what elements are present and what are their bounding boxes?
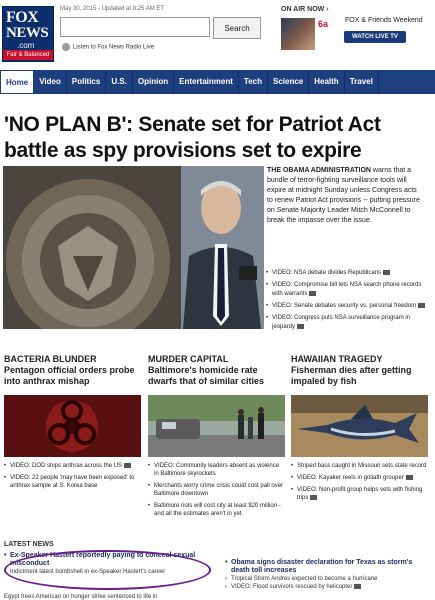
logo-tagline: Fair & Balanced <box>3 50 53 60</box>
radio-link[interactable] <box>62 43 154 51</box>
list-item[interactable] <box>266 281 426 299</box>
video-link-text: VIDEO: Compromise bill lets NSA search phone records with warrants <box>272 282 422 297</box>
video-icon <box>418 303 425 308</box>
on-air-label <box>281 6 329 13</box>
show-name[interactable]: FOX & Friends Weekend <box>345 17 423 24</box>
nav-tech[interactable]: Tech <box>239 70 268 94</box>
on-air-text: ON AIR NOW <box>281 6 325 13</box>
column-title[interactable]: Baltimore's homicide rate dwarfs that of similar cities <box>148 365 265 386</box>
list-item[interactable] <box>266 314 426 332</box>
story-column-3 <box>291 354 431 501</box>
logo-line-2: NEWS <box>6 25 49 41</box>
nav-video[interactable]: Video <box>34 70 67 94</box>
nav-science[interactable]: Science <box>268 70 309 94</box>
main-nav <box>0 70 435 94</box>
logo-line-3: .com <box>17 41 35 50</box>
nav-travel[interactable]: Travel <box>345 70 379 94</box>
column-kicker[interactable]: MURDER CAPITAL <box>148 354 229 364</box>
lede-video-list <box>266 269 426 335</box>
video-icon <box>383 270 390 275</box>
video-icon <box>310 495 317 500</box>
video-link-text: VIDEO: Congress puts NSA surveillance program in jeopardy <box>272 315 411 330</box>
latest-headline[interactable]: • Ex-Speaker Hastert reportedly paying to conceal sexual misconduct <box>4 552 199 568</box>
fish-image <box>291 395 428 457</box>
column-link-list <box>148 462 284 522</box>
latest-subhead[interactable]: › Tropical Storm Andres expected to become a hurricane <box>225 575 430 583</box>
list-item[interactable] <box>266 302 426 311</box>
list-item[interactable] <box>148 482 284 498</box>
link-text: VIDEO: Community leaders absent as violence in Baltimore skyrockets <box>154 463 280 477</box>
video-icon <box>354 584 361 589</box>
site-header <box>0 0 435 64</box>
lede-bold: THE OBAMA ADMINISTRATION <box>267 167 371 174</box>
radio-icon <box>62 43 70 51</box>
video-icon <box>309 291 316 296</box>
list-item[interactable] <box>4 474 140 490</box>
lede-text: warns that a bundle of terror-fighting surveillance tools will expire at midnight Sunday unless Congress acts to renew Patriot Act provisions -- putting pressure on Senate Majority Leader Mitch McConnell to break the impasse over the issue. <box>267 167 420 224</box>
link-text: VIDEO: Kayaker reels in goliath grouper <box>297 475 404 481</box>
video-icon <box>124 463 131 468</box>
column-link-list <box>4 462 140 494</box>
column-title[interactable]: Fisherman dies after getting impaled by fish <box>291 365 412 386</box>
watch-live-button[interactable]: WATCH LIVE TV <box>344 31 406 43</box>
story-column-2 <box>148 354 288 517</box>
lede-paragraph <box>267 166 422 226</box>
link-text: Merchants worry crime crisis could cost pall over Baltimore downtown <box>154 483 284 497</box>
column-title[interactable]: Pentagon official orders probe into anthrax mishap <box>4 365 135 386</box>
story-column-1 <box>4 354 144 489</box>
list-item[interactable] <box>148 502 284 518</box>
search-input[interactable] <box>60 17 210 37</box>
highlight-circle-annotation <box>4 550 211 590</box>
nav-opinion[interactable]: Opinion <box>133 70 174 94</box>
column-kicker[interactable]: BACTERIA BLUNDER <box>4 354 97 364</box>
chevron-right-icon: › <box>326 6 329 13</box>
video-icon <box>297 324 304 329</box>
biohazard-image[interactable] <box>4 395 141 457</box>
link-text: Striped bass caught in Missouri sets state record <box>297 463 427 469</box>
list-item[interactable] <box>4 462 140 470</box>
video-link-text: VIDEO: NSA debate divides Republicans <box>272 270 382 276</box>
latest-news-label: LATEST NEWS <box>4 541 54 548</box>
list-item[interactable] <box>291 462 427 470</box>
search-button[interactable]: Search <box>213 17 261 39</box>
link-text: VIDEO: DOD ships anthrax across the US <box>10 463 123 469</box>
list-item[interactable] <box>291 486 427 502</box>
marlin-image[interactable] <box>291 395 428 457</box>
list-item[interactable] <box>266 269 426 278</box>
column-link-list <box>291 462 427 506</box>
logo-line-1: FOX <box>6 9 39 26</box>
link-text: VIDEO: Non-profit group helps vets with fishing trips <box>297 487 423 501</box>
biohazard-icon <box>4 395 141 457</box>
baltimore-street-image[interactable] <box>148 395 285 457</box>
nsa-seal-and-senator-image <box>3 166 264 329</box>
link-text: VIDEO: 22 people 'may have been exposed' to anthrax sample at S. Korea base <box>10 475 135 489</box>
latest-subhead[interactable] <box>225 583 430 591</box>
latest-headline[interactable]: • Obama signs disaster declaration for Texas as storm's death toll increases <box>225 559 430 575</box>
latest-subhead-text: VIDEO: Flood survivors rescued by helicopter <box>231 584 353 590</box>
update-date: May 30, 2015 - Updated at 8:25 AM ET <box>60 6 165 12</box>
show-time: 6a <box>318 19 329 29</box>
latest-headline-cut[interactable]: Egypt frees American on hunger strike sentenced to life in <box>4 594 158 600</box>
nav-politics[interactable]: Politics <box>67 70 106 94</box>
nav-us[interactable]: U.S. <box>106 70 133 94</box>
nav-health[interactable]: Health <box>309 70 344 94</box>
nav-home[interactable]: Home <box>0 70 34 94</box>
hero-image[interactable] <box>3 166 264 329</box>
link-text: Baltimore riots will cost city at least $20 million - and all the estimates aren't in yet <box>154 503 281 517</box>
video-link-text: VIDEO: Senate debates security vs. personal freedom <box>272 303 417 309</box>
main-headline[interactable]: 'NO PLAN B': Senate set for Patriot Act battle as spy provisions set to expire <box>4 113 381 162</box>
fox-news-logo[interactable] <box>2 6 54 62</box>
list-item[interactable] <box>291 474 427 482</box>
show-thumbnail[interactable] <box>281 18 315 50</box>
street-scene-image <box>148 395 285 457</box>
nav-entertainment[interactable]: Entertainment <box>174 70 239 94</box>
column-kicker[interactable]: HAWAIIAN TRAGEDY <box>291 354 383 364</box>
latest-news-right <box>225 559 430 591</box>
radio-label: Listen to Fox News Radio Live <box>73 44 155 51</box>
list-item[interactable] <box>148 462 284 478</box>
video-icon <box>406 475 413 480</box>
latest-subhead[interactable]: › Indictment latest bombshell in ex-Speaker Hastert's career <box>4 568 199 576</box>
